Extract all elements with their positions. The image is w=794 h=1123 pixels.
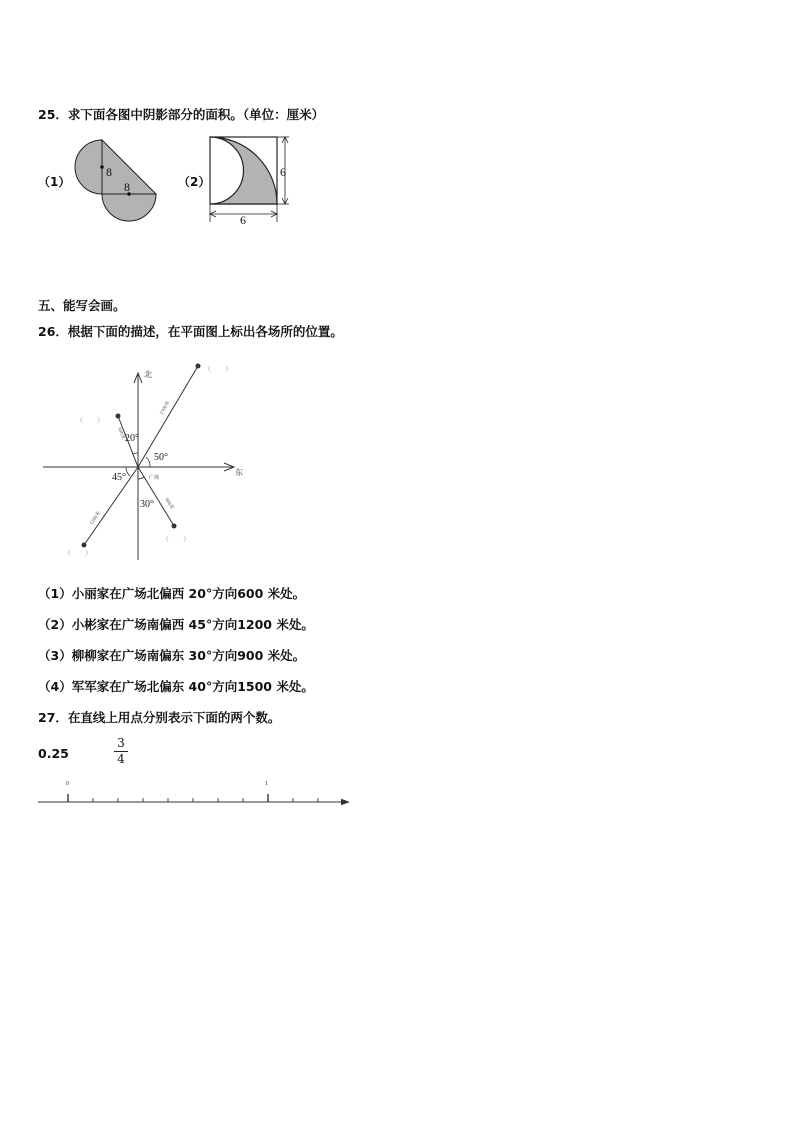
angle-label-20: 20° bbox=[125, 433, 139, 444]
angle-label-50: 50° bbox=[154, 452, 168, 463]
q27-number-fraction bbox=[114, 737, 128, 766]
q25-figure-2 bbox=[205, 132, 297, 227]
blank-nw: （ ） bbox=[76, 416, 104, 424]
q26-title: 26．根据下面的描述，在平面图上标出各场所的位置。 bbox=[38, 324, 343, 339]
fig1-center-dot-upper bbox=[100, 165, 104, 169]
blank-ne: （ ） bbox=[204, 365, 232, 373]
q27-number-decimal: 0.25 bbox=[38, 746, 69, 761]
fraction-numerator: 3 bbox=[117, 736, 125, 750]
point-sw bbox=[82, 543, 87, 548]
north-label: 北 bbox=[144, 370, 152, 379]
tick-label-0: 0 bbox=[66, 781, 69, 787]
q26-direction-map bbox=[38, 355, 258, 570]
east-label: 东 bbox=[235, 468, 243, 477]
point-ne bbox=[196, 364, 201, 369]
center-label: 广场 bbox=[149, 476, 160, 481]
q26-item-1: （1）小丽家在广场北偏西 20°方向600 米处。 bbox=[38, 586, 306, 601]
number-line-arrow-icon bbox=[341, 799, 349, 805]
fig1-dim-horizontal: 8 bbox=[124, 180, 130, 194]
q25-title: 25．求下面各图中阴影部分的面积。（单位：厘米） bbox=[38, 107, 325, 122]
q26-item-4: （4）军军家在广场北偏东 40°方向1500 米处。 bbox=[38, 679, 314, 694]
blank-sw: （ ） bbox=[64, 549, 92, 557]
q25-figure-1 bbox=[70, 135, 162, 225]
angle-label-30: 30° bbox=[140, 499, 154, 510]
q26-item-3: （3）柳柳家在广场南偏东 30°方向900 米处。 bbox=[38, 648, 306, 663]
distance-label-600: 600米 bbox=[116, 426, 126, 441]
ray-sw-1200 bbox=[84, 467, 138, 545]
angle-label-45: 45° bbox=[112, 472, 126, 483]
tick-label-1: 1 bbox=[265, 781, 268, 787]
distance-label-1500: 1500米 bbox=[159, 400, 172, 417]
q27-number-line bbox=[36, 775, 354, 811]
number-line-ticks bbox=[68, 794, 318, 802]
section5-heading: 五、能写会画。 bbox=[38, 298, 126, 313]
q26-item-2: （2）小彬家在广场南偏西 45°方向1200 米处。 bbox=[38, 617, 314, 632]
distance-label-1200: 1200米 bbox=[89, 510, 103, 527]
q25-fig2-label: （2） bbox=[178, 175, 211, 189]
point-se bbox=[172, 524, 177, 529]
fig2-dim-width: 6 bbox=[240, 213, 246, 227]
fraction-denominator: 4 bbox=[117, 752, 125, 766]
point-nw bbox=[116, 414, 121, 419]
fig1-dim-vertical: 8 bbox=[106, 165, 112, 179]
blank-se: （ ） bbox=[162, 535, 190, 543]
fig2-dim-height: 6 bbox=[280, 165, 286, 179]
ray-ne-1500 bbox=[138, 366, 198, 467]
distance-label-900: 900米 bbox=[163, 497, 175, 511]
fig1-shaded-region bbox=[75, 140, 156, 221]
q25-fig1-label: （1） bbox=[38, 175, 71, 189]
q27-title: 27．在直线上用点分别表示下面的两个数。 bbox=[38, 710, 281, 725]
